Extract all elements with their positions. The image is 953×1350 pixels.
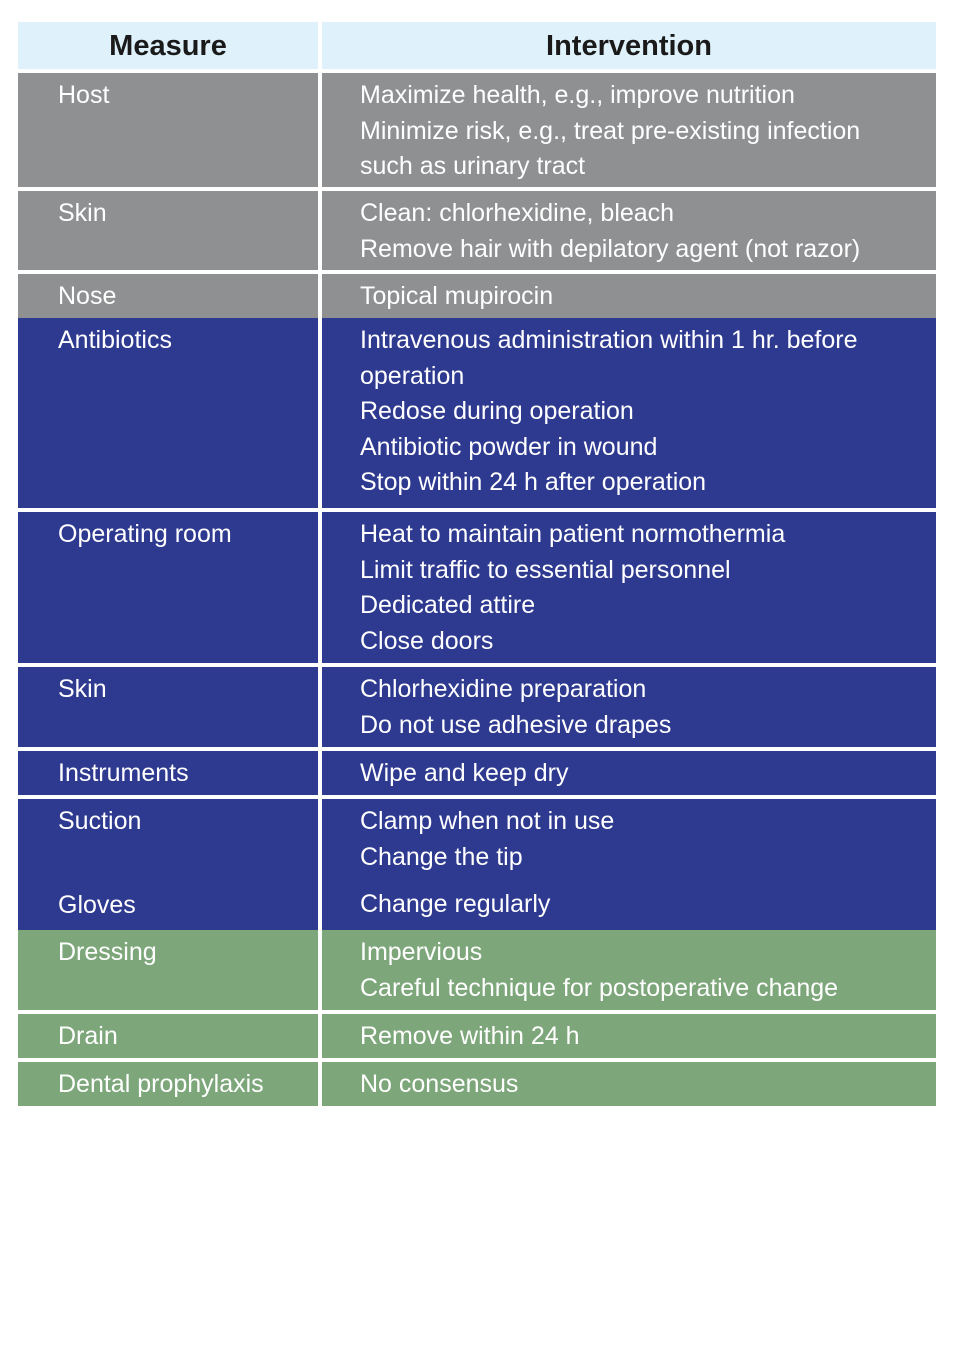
measure-cell (18, 799, 318, 930)
intervention-line: Remove within 24 h (360, 1022, 580, 1050)
intervention-cell (322, 318, 936, 508)
table-row (18, 799, 936, 930)
measure-cell: Dressing (18, 930, 318, 1010)
intervention-line: such as urinary tract (360, 152, 586, 180)
intervention-cell (322, 667, 936, 747)
intervention-line: Clamp when not in use (360, 807, 615, 835)
intervention-cell (322, 512, 936, 663)
measure-column-header: Measure (18, 22, 318, 69)
measure-cell: Dental prophylaxis (18, 1062, 318, 1106)
intervention-line: Wipe and keep dry (360, 759, 569, 787)
intervention-column-header: Intervention (322, 22, 936, 69)
measure-cell: Instruments (18, 751, 318, 795)
intervention-line: Antibiotic powder in wound (360, 432, 658, 461)
measures-table (18, 22, 936, 1110)
intervention-line: Clean: chlorhexidine, bleach (360, 199, 675, 227)
intervention-line: Maximize health, e.g., improve nutrition (360, 81, 795, 109)
intervention-cell (322, 930, 936, 1010)
intervention-line: Heat to maintain patient normothermia (360, 520, 786, 548)
intervention-cell (322, 1062, 936, 1106)
intervention-line: Redose during operation (360, 397, 634, 425)
table-row (18, 73, 936, 187)
intervention-line: Minimize risk, e.g., treat pre-existing infection (360, 116, 861, 145)
measure-label: Suction (58, 807, 142, 835)
intervention-line: Dedicated attire (360, 591, 536, 619)
intervention-cell (322, 799, 936, 930)
intervention-line: operation (360, 361, 465, 390)
table-row (18, 274, 936, 318)
measure-label: Gloves (58, 890, 136, 919)
table-row (18, 512, 936, 663)
intervention-line: Chlorhexidine preparation (360, 675, 647, 703)
measure-cell: Nose (18, 274, 318, 318)
table-row (18, 667, 936, 747)
intervention-line: Topical mupirocin (360, 282, 554, 310)
intervention-cell (322, 751, 936, 795)
table-row (18, 191, 936, 270)
intervention-line: Stop within 24 h after operation (360, 468, 707, 496)
intervention-cell (322, 73, 936, 187)
intervention-line: Limit traffic to essential personnel (360, 555, 731, 584)
measure-cell: Drain (18, 1014, 318, 1058)
measure-cell: Skin (18, 667, 318, 747)
measure-cell: Antibiotics (18, 318, 318, 508)
intervention-line: Do not use adhesive drapes (360, 710, 672, 739)
intervention-line: Impervious (360, 938, 483, 966)
table-row (18, 751, 936, 795)
intervention-cell (322, 1014, 936, 1058)
intervention-cell (322, 191, 936, 270)
measure-cell: Skin (18, 191, 318, 270)
intervention-line: Change regularly (360, 890, 551, 918)
measure-cell: Operating room (18, 512, 318, 663)
table-row (18, 930, 936, 1010)
intervention-line: Careful technique for postoperative change (360, 973, 839, 1002)
intervention-line: No consensus (360, 1070, 519, 1098)
intervention-line: Intravenous administration within 1 hr. before (360, 326, 858, 354)
intervention-line: Close doors (360, 626, 494, 655)
intervention-line: Change the tip (360, 842, 523, 871)
measure-cell: Host (18, 73, 318, 187)
table-row (18, 1062, 936, 1106)
table-row (18, 318, 936, 508)
intervention-line: Remove hair with depilatory agent (not razor) (360, 234, 861, 263)
table-header (18, 22, 936, 69)
intervention-cell (322, 274, 936, 318)
table-row (18, 1014, 936, 1058)
